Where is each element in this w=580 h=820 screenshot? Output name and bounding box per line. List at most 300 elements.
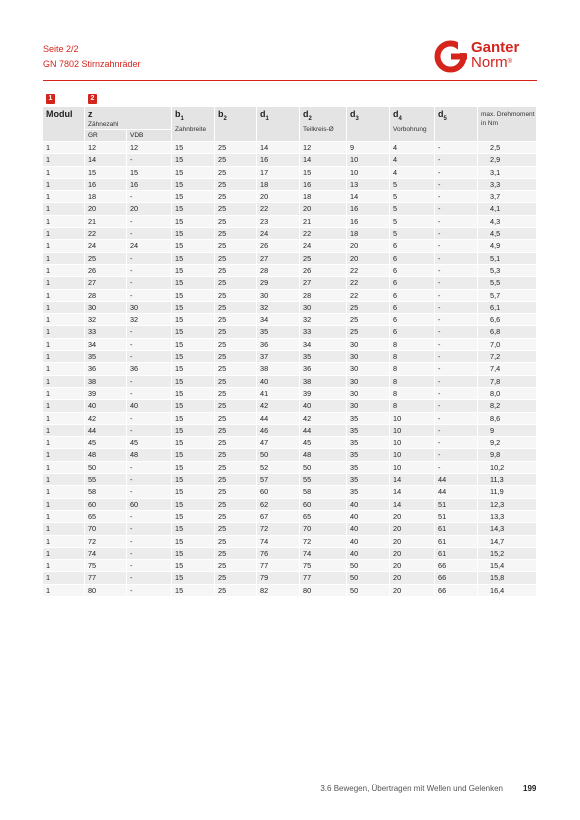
cell-d5: - [435,228,478,240]
cell-d2: 35 [300,351,347,363]
table-row [43,449,537,461]
cell-d5: - [435,314,478,326]
cell-z-vdb: - [127,326,172,338]
cell-d1: 42 [257,400,300,412]
cell-b1: 15 [172,290,215,302]
cell-z-gr: 58 [85,486,127,498]
table-row [43,203,537,215]
cell-d5: - [435,388,478,400]
cell-d3: 18 [347,228,390,240]
cell-z-vdb: - [127,376,172,388]
cell-b1: 15 [172,548,215,560]
cell-b1: 15 [172,560,215,572]
col-header-vdb: VDB [127,130,172,142]
cell-z-vdb: - [127,228,172,240]
cell-d4: 4 [390,142,435,154]
cell-d2: 27 [300,277,347,289]
cell-d5: - [435,413,478,425]
table-row [43,142,537,154]
table-row [43,302,537,314]
cell-d5: - [435,191,478,203]
cell-z-vdb: - [127,290,172,302]
cell-d4: 20 [390,560,435,572]
cell-torque: 5,5 [478,277,537,289]
cell-b1: 15 [172,499,215,511]
cell-d1: 28 [257,265,300,277]
cell-modul: 1 [43,572,85,584]
cell-z-vdb: - [127,585,172,597]
cell-modul: 1 [43,203,85,215]
cell-torque: 5,3 [478,265,537,277]
cell-b2: 25 [215,216,257,228]
cell-d4: 10 [390,437,435,449]
cell-z-vdb: 45 [127,437,172,449]
cell-b1: 15 [172,523,215,535]
cell-d3: 9 [347,142,390,154]
cell-z-gr: 33 [85,326,127,338]
cell-d1: 77 [257,560,300,572]
cell-z-vdb: - [127,511,172,523]
cell-b1: 15 [172,572,215,584]
col-header-modul: Modul [43,107,85,142]
cell-z-vdb: - [127,560,172,572]
cell-d1: 52 [257,462,300,474]
cell-d4: 20 [390,511,435,523]
cell-d1: 72 [257,523,300,535]
cell-d5: 44 [435,474,478,486]
cell-z-vdb: 12 [127,142,172,154]
cell-b1: 15 [172,363,215,375]
col-header-d4: $d_4$ Vorbohrung [390,107,435,142]
table-row [43,474,537,486]
cell-z-vdb: - [127,253,172,265]
cell-torque: 8,2 [478,400,537,412]
table-row [43,425,537,437]
cell-d5: - [435,253,478,265]
cell-torque: 4,1 [478,203,537,215]
cell-d5: - [435,400,478,412]
cell-b1: 15 [172,203,215,215]
cell-d3: 40 [347,548,390,560]
cell-b2: 25 [215,326,257,338]
cell-d2: 55 [300,474,347,486]
cell-d2: 16 [300,179,347,191]
cell-b2: 25 [215,351,257,363]
cell-d1: 20 [257,191,300,203]
cell-z-vdb: - [127,572,172,584]
cell-d1: 67 [257,511,300,523]
cell-z-gr: 34 [85,339,127,351]
cell-b2: 25 [215,265,257,277]
table-row [43,499,537,511]
cell-torque: 7,8 [478,376,537,388]
cell-b1: 15 [172,216,215,228]
cell-d5: 61 [435,523,478,535]
cell-modul: 1 [43,462,85,474]
cell-z-gr: 72 [85,536,127,548]
cell-modul: 1 [43,253,85,265]
cell-z-gr: 45 [85,437,127,449]
cell-b1: 15 [172,585,215,597]
cell-torque: 2,5 [478,142,537,154]
cell-d2: 70 [300,523,347,535]
cell-b1: 15 [172,486,215,498]
cell-z-vdb: - [127,413,172,425]
cell-d2: 45 [300,437,347,449]
cell-b1: 15 [172,474,215,486]
cell-torque: 3,3 [478,179,537,191]
marker-badge-2: 2 [88,94,97,104]
cell-d4: 20 [390,536,435,548]
cell-d1: 79 [257,572,300,584]
cell-d4: 6 [390,290,435,302]
cell-torque: 2,9 [478,154,537,166]
cell-d1: 44 [257,413,300,425]
cell-b2: 25 [215,228,257,240]
table-body [43,142,537,597]
cell-b2: 25 [215,376,257,388]
cell-modul: 1 [43,499,85,511]
cell-z-gr: 27 [85,277,127,289]
table-row [43,228,537,240]
cell-d5: 66 [435,560,478,572]
cell-d5: - [435,154,478,166]
cell-d3: 16 [347,203,390,215]
cell-d2: 34 [300,339,347,351]
cell-z-gr: 12 [85,142,127,154]
cell-z-gr: 40 [85,400,127,412]
cell-b1: 15 [172,302,215,314]
cell-d1: 36 [257,339,300,351]
cell-b2: 25 [215,154,257,166]
cell-b1: 15 [172,425,215,437]
cell-b1: 15 [172,167,215,179]
cell-d2: 77 [300,572,347,584]
cell-torque: 9,8 [478,449,537,461]
cell-d3: 40 [347,536,390,548]
cell-torque: 13,3 [478,511,537,523]
cell-d1: 35 [257,326,300,338]
table-row [43,339,537,351]
cell-d2: 20 [300,203,347,215]
table-row [43,376,537,388]
cell-d5: - [435,277,478,289]
cell-d3: 16 [347,216,390,228]
table-row [43,523,537,535]
cell-d1: 41 [257,388,300,400]
cell-z-gr: 70 [85,523,127,535]
cell-d1: 47 [257,437,300,449]
table-row [43,388,537,400]
cell-b2: 25 [215,363,257,375]
cell-d4: 14 [390,474,435,486]
cell-d1: 32 [257,302,300,314]
cell-d1: 23 [257,216,300,228]
cell-z-vdb: 36 [127,363,172,375]
cell-d4: 6 [390,253,435,265]
cell-d4: 8 [390,376,435,388]
cell-z-vdb: - [127,339,172,351]
cell-d3: 30 [347,339,390,351]
cell-d1: 24 [257,228,300,240]
cell-d4: 6 [390,240,435,252]
col-header-d3: $d_3$ [347,107,390,142]
cell-z-vdb: - [127,277,172,289]
cell-modul: 1 [43,413,85,425]
cell-d3: 25 [347,314,390,326]
cell-b1: 15 [172,511,215,523]
cell-b2: 25 [215,536,257,548]
table-row [43,572,537,584]
cell-d3: 10 [347,154,390,166]
logo-line-1: Ganter [471,39,520,56]
table-row [43,326,537,338]
cell-modul: 1 [43,314,85,326]
cell-b1: 15 [172,240,215,252]
col-header-b1: $b_1$ Zahnbreite [172,107,215,142]
cell-d5: 66 [435,585,478,597]
cell-d2: 74 [300,548,347,560]
cell-b1: 15 [172,413,215,425]
cell-d4: 5 [390,203,435,215]
cell-d1: 34 [257,314,300,326]
cell-z-vdb: - [127,462,172,474]
table-row [43,585,537,597]
table-row [43,265,537,277]
cell-z-gr: 21 [85,216,127,228]
cell-z-gr: 25 [85,253,127,265]
cell-b2: 25 [215,191,257,203]
cell-torque: 6,1 [478,302,537,314]
cell-d4: 6 [390,265,435,277]
cell-b2: 25 [215,486,257,498]
cell-b2: 25 [215,240,257,252]
cell-z-gr: 38 [85,376,127,388]
cell-d4: 8 [390,351,435,363]
registered-mark: ® [507,59,513,65]
cell-d4: 8 [390,400,435,412]
cell-d3: 40 [347,511,390,523]
cell-z-vdb: 40 [127,400,172,412]
col-header-b2: $b_2$ [215,107,257,142]
cell-d1: 16 [257,154,300,166]
cell-z-gr: 39 [85,388,127,400]
cell-modul: 1 [43,154,85,166]
cell-d5: 61 [435,548,478,560]
cell-z-vdb: - [127,265,172,277]
cell-z-gr: 60 [85,499,127,511]
cell-d3: 40 [347,499,390,511]
cell-d2: 15 [300,167,347,179]
cell-torque: 9 [478,425,537,437]
cell-d3: 10 [347,167,390,179]
table-row [43,511,537,523]
cell-b2: 25 [215,302,257,314]
cell-z-gr: 55 [85,474,127,486]
cell-d2: 44 [300,425,347,437]
cell-z-vdb: - [127,191,172,203]
table-row [43,154,537,166]
cell-b2: 25 [215,290,257,302]
cell-d4: 8 [390,388,435,400]
cell-b2: 25 [215,437,257,449]
cell-b2: 25 [215,314,257,326]
cell-torque: 8,0 [478,388,537,400]
cell-b2: 25 [215,179,257,191]
cell-d1: 37 [257,351,300,363]
cell-b1: 15 [172,437,215,449]
footer-chapter: 3.6 Bewegen, Übertragen mit Wellen und Gelenken [320,784,503,793]
cell-b1: 15 [172,449,215,461]
cell-d2: 32 [300,314,347,326]
cell-b1: 15 [172,191,215,203]
col-header-z: z Zähnezahl [85,107,172,130]
cell-torque: 11,9 [478,486,537,498]
cell-z-gr: 32 [85,314,127,326]
cell-d5: - [435,203,478,215]
cell-b2: 25 [215,499,257,511]
logo-mark-icon [434,40,467,73]
cell-d5: 66 [435,572,478,584]
table-row [43,437,537,449]
cell-d1: 18 [257,179,300,191]
cell-modul: 1 [43,560,85,572]
cell-d1: 14 [257,142,300,154]
cell-z-gr: 15 [85,167,127,179]
cell-b2: 25 [215,560,257,572]
cell-z-gr: 22 [85,228,127,240]
cell-d4: 4 [390,167,435,179]
cell-d1: 82 [257,585,300,597]
cell-d2: 30 [300,302,347,314]
cell-d4: 14 [390,499,435,511]
cell-d1: 62 [257,499,300,511]
cell-d3: 13 [347,179,390,191]
cell-d2: 40 [300,400,347,412]
cell-z-gr: 75 [85,560,127,572]
cell-z-gr: 28 [85,290,127,302]
col-header-d5: $d_5$ [435,107,478,142]
cell-b2: 25 [215,511,257,523]
cell-d3: 35 [347,486,390,498]
cell-d4: 10 [390,462,435,474]
cell-d3: 30 [347,351,390,363]
cell-d5: - [435,290,478,302]
cell-torque: 7,4 [478,363,537,375]
cell-modul: 1 [43,474,85,486]
cell-modul: 1 [43,191,85,203]
cell-z-gr: 24 [85,240,127,252]
cell-d4: 8 [390,339,435,351]
cell-b1: 15 [172,351,215,363]
cell-d4: 20 [390,523,435,535]
cell-z-gr: 74 [85,548,127,560]
cell-modul: 1 [43,302,85,314]
cell-modul: 1 [43,179,85,191]
cell-modul: 1 [43,351,85,363]
cell-d2: 60 [300,499,347,511]
cell-d4: 8 [390,363,435,375]
cell-z-gr: 77 [85,572,127,584]
cell-modul: 1 [43,339,85,351]
cell-modul: 1 [43,425,85,437]
cell-d4: 10 [390,413,435,425]
table-row [43,191,537,203]
cell-d2: 28 [300,290,347,302]
cell-d3: 50 [347,560,390,572]
cell-modul: 1 [43,265,85,277]
cell-z-gr: 30 [85,302,127,314]
cell-d5: - [435,302,478,314]
cell-b2: 25 [215,425,257,437]
cell-b2: 25 [215,523,257,535]
cell-d3: 30 [347,388,390,400]
table-row [43,314,537,326]
cell-modul: 1 [43,326,85,338]
cell-torque: 4,5 [478,228,537,240]
cell-b1: 15 [172,253,215,265]
cell-b1: 15 [172,314,215,326]
cell-d3: 22 [347,265,390,277]
cell-d3: 50 [347,572,390,584]
col-header-d1: $d_1$ [257,107,300,142]
cell-d5: - [435,326,478,338]
cell-torque: 11,3 [478,474,537,486]
cell-modul: 1 [43,449,85,461]
cell-d1: 17 [257,167,300,179]
cell-d5: - [435,376,478,388]
cell-b1: 15 [172,326,215,338]
cell-d4: 10 [390,449,435,461]
cell-modul: 1 [43,167,85,179]
cell-d1: 29 [257,277,300,289]
cell-torque: 12,3 [478,499,537,511]
col-header-torque: max. Drehmoment in Nm [478,107,537,142]
cell-d2: 21 [300,216,347,228]
cell-b2: 25 [215,400,257,412]
cell-b1: 15 [172,400,215,412]
table-row [43,486,537,498]
logo-wordmark [471,40,519,70]
cell-d4: 5 [390,228,435,240]
cell-d1: 60 [257,486,300,498]
cell-z-gr: 48 [85,449,127,461]
cell-z-vdb: - [127,388,172,400]
cell-b2: 25 [215,142,257,154]
cell-d2: 36 [300,363,347,375]
cell-b2: 25 [215,253,257,265]
cell-z-vdb: - [127,536,172,548]
cell-d2: 75 [300,560,347,572]
cell-torque: 15,2 [478,548,537,560]
cell-b2: 25 [215,585,257,597]
cell-d1: 74 [257,536,300,548]
table-row [43,560,537,572]
cell-d3: 35 [347,413,390,425]
cell-modul: 1 [43,437,85,449]
cell-torque: 3,7 [478,191,537,203]
cell-z-gr: 14 [85,154,127,166]
cell-b2: 25 [215,167,257,179]
cell-d5: - [435,179,478,191]
cell-torque: 6,6 [478,314,537,326]
cell-d4: 20 [390,572,435,584]
document-header [43,42,141,72]
document-title: GN 7802 Stirnzahnräder [43,59,141,69]
cell-b1: 15 [172,154,215,166]
cell-d2: 50 [300,462,347,474]
cell-d2: 39 [300,388,347,400]
